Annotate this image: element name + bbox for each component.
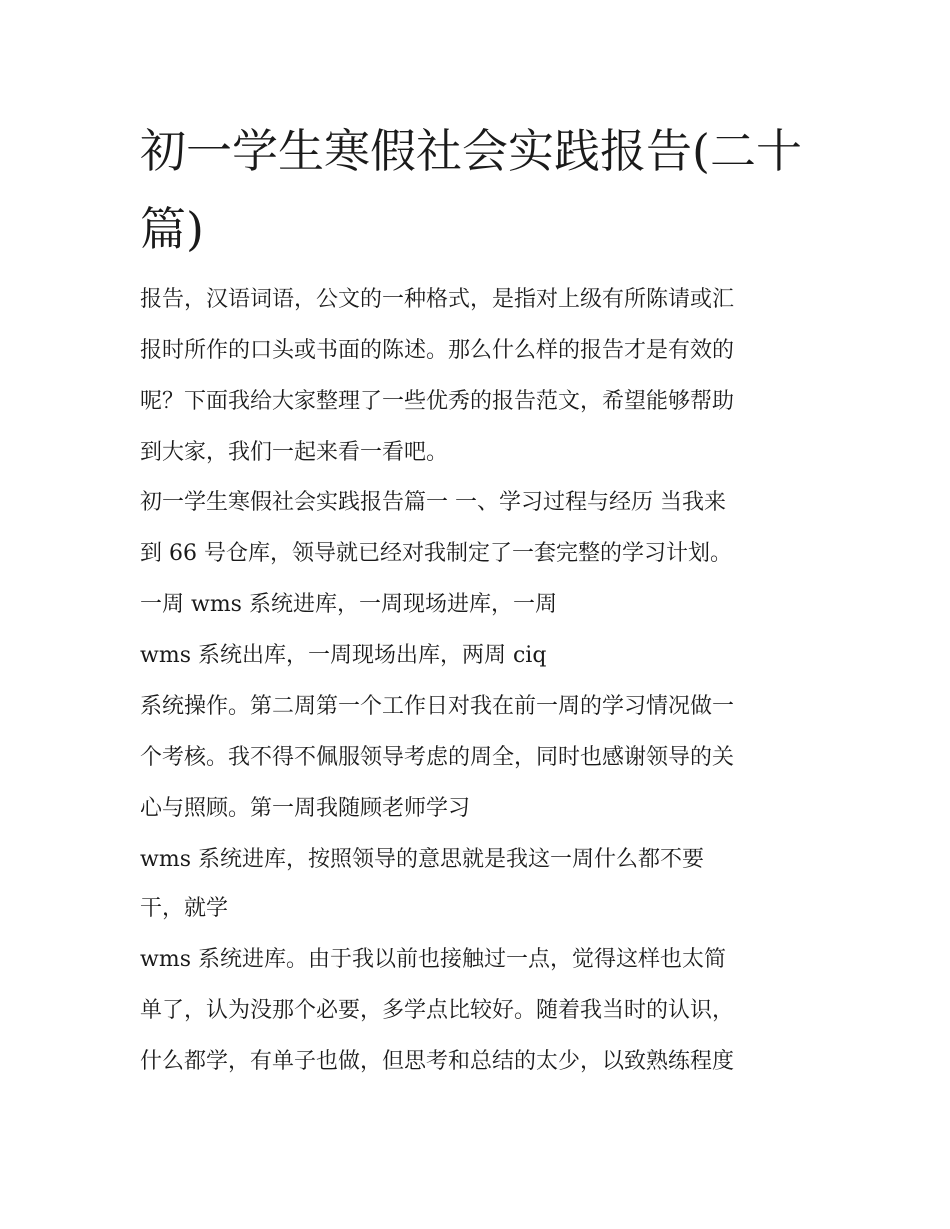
body-line: 报告，汉语词语，公文的一种格式，是指对上级有所陈请或汇 (140, 287, 735, 312)
body-line: 个考核。我不得不佩服领导考虑的周全，同时也感谢领导的关 (140, 745, 735, 770)
body-line: 干，就学 (140, 896, 229, 921)
body-line: 单了，认为没那个必要，多学点比较好。随着我当时的认识， (140, 998, 735, 1023)
document-title: 初一学生寒假社会实践报告(二十篇) (140, 124, 802, 256)
body-line: wms 系统进库。由于我以前也接触过一点，觉得这样也太简 (140, 947, 726, 972)
body-line: wms 系统出库，一周现场出库，两周 ciq (140, 643, 547, 668)
body-line: wms 系统进库，按照领导的意思就是我这一周什么都不要 (140, 847, 704, 872)
body-line: 一周 wms 系统进库，一周现场进库，一周 (140, 592, 557, 617)
body-line: 到大家，我们一起来看一看吧。 (140, 440, 449, 465)
body-line: 呢？下面我给大家整理了一些优秀的报告范文，希望能够帮助 (140, 389, 735, 414)
body-line: 什么都学，有单子也做，但思考和总结的太少，以致熟练程度 (140, 1049, 735, 1074)
body-line: 报时所作的口头或书面的陈述。那么什么样的报告才是有效的 (140, 338, 735, 363)
body-line: 系统操作。第二周第一个工作日对我在前一周的学习情况做一 (140, 694, 735, 719)
body-line: 到 66 号仓库，领导就已经对我制定了一套完整的学习计划。 (140, 541, 732, 566)
body-line: 初一学生寒假社会实践报告篇一 一、学习过程与经历 当我来 (140, 490, 726, 515)
body-line: 心与照顾。第一周我随顾老师学习 (140, 796, 471, 821)
